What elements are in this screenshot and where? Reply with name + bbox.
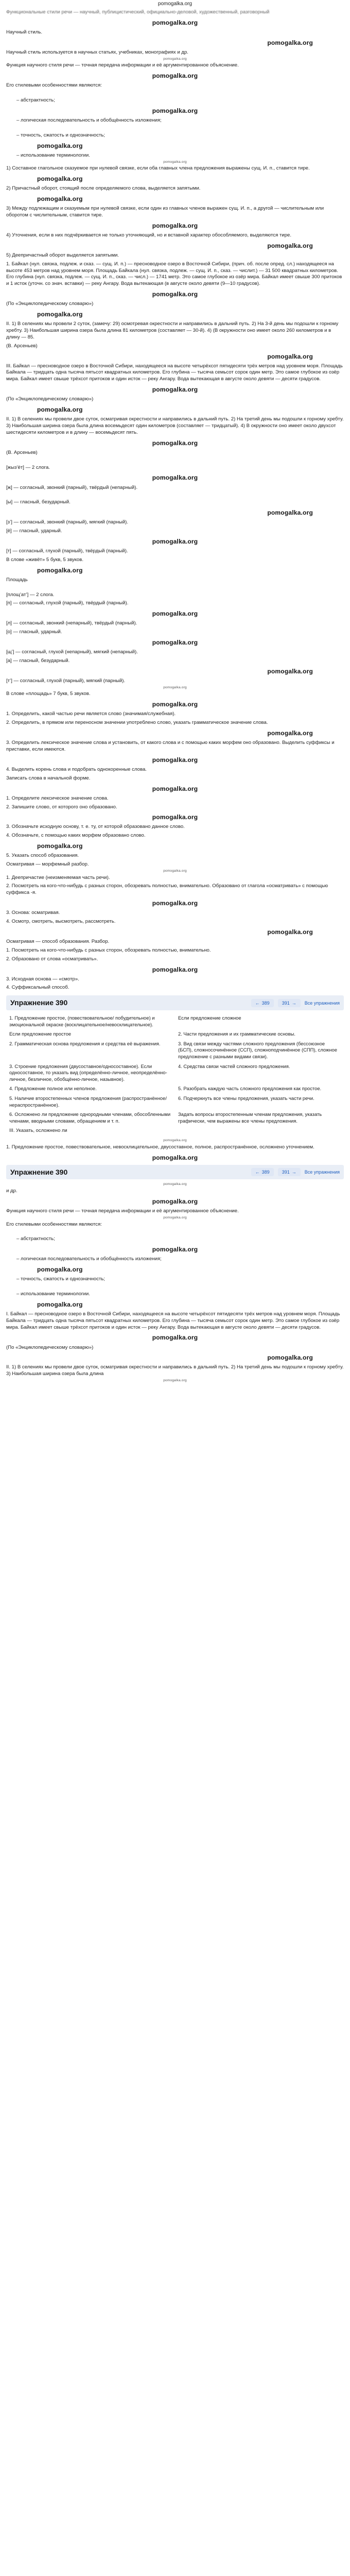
paragraph: I. Байкал — пресноводное озеро в Восточной Сибири, находящееся на высоте четырёхсот пятидесяти трёх метров над уровнем моря. Площадь Байкала — тридцать одна тысяча пятьсот квадратных километров. Его глубина — тысяча семьсот сорок один метр. Это самое глубокое из озёр мира. Байкал имеет свыше трёхсот притоков и один исток — реку Ангару. Вода вытекающая в августе около девяти — десяти градусов. bbox=[6, 1311, 340, 1330]
reference: (В. Арсеньев) bbox=[6, 449, 38, 455]
lex-line: 5. Указать способ образования. bbox=[6, 853, 79, 859]
style-name: Научный стиль. bbox=[6, 29, 42, 35]
paragraph: Научный стиль используется в научных статьях, учебниках, монографиях и др. bbox=[6, 49, 188, 55]
watermark-small: pomogalka.org bbox=[163, 685, 187, 689]
paragraph: II. 1) В селениях мы провели двое суток, осматривая окрестности и направились в дальний путь. 2) На третий день мы подошли к горному хребту. 3) Наибольшая ширина озера была длина bbox=[6, 1364, 344, 1377]
paragraph: 2) Причастный оборот, стоящий после определяемого слова, выделяется запятыми. bbox=[6, 185, 201, 192]
lex-line: 2. Посмотреть на кого-что-нибудь с разных сторон, обозревать полностью, внимательно. Образовано от глагола «осматривать» с помощью суффикса -я. bbox=[6, 883, 328, 896]
watermark: pomogalka.org bbox=[152, 639, 198, 647]
watermark: pomogalka.org bbox=[152, 19, 198, 26]
arrow-right-icon: → bbox=[291, 1000, 296, 1006]
table-cell: 5. Разобрать каждую часть сложного предложения как простое. bbox=[178, 1086, 322, 1092]
watermark: pomogalka.org bbox=[152, 72, 198, 80]
list-item: – точность, сжатость и однозначность; bbox=[16, 132, 106, 138]
table-row bbox=[6, 1094, 344, 1110]
exercise-nav bbox=[251, 999, 340, 1007]
lex-line: Осматривая — способ образования. Разбор. bbox=[6, 939, 110, 944]
summary-line: 1. Предложение простое, повествовательное, невосклицательное, двусоставное, полное, распространённое, осложнено уточнением. bbox=[6, 1144, 314, 1150]
table-cell bbox=[175, 1126, 344, 1136]
table-row bbox=[6, 1039, 344, 1062]
watermark: pomogalka.org bbox=[152, 1154, 198, 1161]
paragraph: 5) Деепричастный оборот выделяется запятыми. bbox=[6, 252, 119, 258]
prev-exercise-button[interactable] bbox=[251, 1168, 274, 1176]
exercise-header bbox=[6, 1165, 344, 1180]
phonetic-line: [ы] — гласный, безударный. bbox=[6, 499, 71, 505]
lex-line: Осматривая — морфемный разбор. bbox=[6, 861, 89, 868]
table-cell: Задать вопросы второстепенным членам предложения, указать графически, чем выражены все члены предложения. bbox=[178, 1111, 322, 1124]
watermark: pomogalka.org bbox=[267, 39, 313, 46]
watermark: pomogalka.org bbox=[267, 928, 313, 936]
watermark: pomogalka.org bbox=[152, 222, 198, 229]
lex-line: 4. Осмотр, смотреть, высмотреть, рассмотреть. bbox=[6, 919, 116, 925]
phonetic-title: Площадь bbox=[6, 577, 28, 583]
watermark-small: pomogalka.org bbox=[163, 57, 187, 61]
table-cell: Если предложение сложное bbox=[178, 1015, 241, 1021]
exercise-title: Упражнение 390 bbox=[10, 998, 68, 1007]
lex-line: 3. Обозначьте исходную основу, т. е. ту, от которой образовано данное слово. bbox=[6, 824, 185, 830]
watermark-small: pomogalka.org bbox=[163, 1379, 187, 1383]
lex-line: 1. Определить, какой частью речи является слово (значимая/служебная). bbox=[6, 711, 176, 717]
lex-line: 1. Посмотреть на кого-что-нибудь с разных сторон, обозревать полностью, внимательно. bbox=[6, 947, 211, 953]
phonetic-line: [ж] — согласный, звонкий (парный), твёрдый (непарный). bbox=[6, 484, 138, 490]
table-cell: III. Указать, осложнено ли bbox=[9, 1127, 67, 1133]
table-cell: 2. Грамматическая основа предложения и средства её выражения. bbox=[9, 1040, 161, 1046]
arrow-left-icon: ← bbox=[255, 1169, 260, 1175]
reference: (По «Энциклопедическому словарю») bbox=[6, 396, 94, 402]
all-exercises-link[interactable]: Все упражнения bbox=[304, 1169, 340, 1175]
watermark: pomogalka.org bbox=[267, 730, 313, 737]
watermark: pomogalka.org bbox=[37, 566, 83, 574]
watermark-small: pomogalka.org bbox=[163, 160, 187, 164]
lex-line: 2. Определить, в прямом или переносном значении употреблено слово, указать грамматическое значение слова. bbox=[6, 720, 268, 726]
phonetic-line: [жыз’ёт] — 2 слога. bbox=[6, 464, 50, 470]
phonetic-line: [з’] — согласный, звонкий (парный), мягкий (парный). bbox=[6, 519, 129, 526]
table-cell: 2. Части предложения и их грамматические основы. bbox=[178, 1031, 295, 1037]
watermark: pomogalka.org bbox=[267, 667, 313, 675]
watermark: pomogalka.org bbox=[37, 1300, 83, 1308]
watermark: pomogalka.org bbox=[37, 311, 83, 318]
watermark: pomogalka.org bbox=[152, 756, 198, 764]
lex-line: 4. Обозначьте, с помощью каких морфем образовано слово. bbox=[6, 833, 146, 839]
table-row bbox=[6, 1126, 344, 1136]
watermark: pomogalka.org bbox=[152, 1197, 198, 1205]
lex-line: 4. Выделить корень слова и подобрать однокоренные слова. bbox=[6, 766, 147, 772]
table-row bbox=[6, 1062, 344, 1084]
watermark: pomogalka.org bbox=[152, 1334, 198, 1342]
table-cell: 5. Наличие второстепенных членов предложения (распространённое/нераспространённое). bbox=[9, 1095, 167, 1108]
lex-line: 4. Суффиксальный способ. bbox=[6, 985, 69, 991]
watermark: pomogalka.org bbox=[267, 352, 313, 360]
table-row bbox=[6, 1084, 344, 1094]
lex-line: 3. Основа: осматривая. bbox=[6, 910, 60, 916]
phonetic-line: [щ’] — согласный, глухой (непарный), мягкий (непарный). bbox=[6, 649, 138, 655]
next-exercise-button[interactable] bbox=[278, 1168, 301, 1176]
watermark: pomogalka.org bbox=[152, 474, 198, 482]
watermark: pomogalka.org bbox=[152, 814, 198, 821]
lex-line: 1. Определите лексическое значение слова. bbox=[6, 795, 109, 801]
table-cell: Если предложение простое bbox=[9, 1031, 72, 1037]
reference: (В. Арсеньев) bbox=[6, 343, 38, 349]
arrow-left-icon: ← bbox=[255, 1000, 260, 1006]
blurred-top-line: Функциональные стили речи — научный, публицистический, официально-деловой, художественный, разговорный bbox=[6, 9, 270, 15]
table-cell: 4. Средства связи частей сложного предложения. bbox=[178, 1063, 290, 1069]
reference: (По «Энциклопедическому словарю») bbox=[6, 301, 94, 307]
site-domain[interactable]: pomogalka.org bbox=[157, 1, 192, 7]
phonetic-line: [о] — гласный, ударный. bbox=[6, 629, 62, 635]
paragraph: Функция научного стиля речи — точная передача информации и её аргументированное объяснение. bbox=[6, 62, 239, 69]
table-row bbox=[6, 1110, 344, 1126]
table-cell: 3. Строение предложения (двусоставное/односоставное). Если односоставное, то указать вид (определённо-личное, неопределённо-личное, безличное, обобщённо-личное, назывное). bbox=[9, 1063, 167, 1082]
exercise-nav bbox=[251, 1168, 340, 1176]
paragraph: Функция научного стиля речи — точная передача информации и её аргументированное объяснение. bbox=[6, 1208, 239, 1214]
watermark: pomogalka.org bbox=[152, 785, 198, 792]
list-item: – логическая последовательность и обобщённость изложения; bbox=[16, 117, 162, 124]
watermark-small: pomogalka.org bbox=[163, 869, 187, 873]
next-label: 391 bbox=[282, 1169, 290, 1175]
watermark: pomogalka.org bbox=[267, 242, 313, 249]
watermark: pomogalka.org bbox=[37, 1266, 83, 1274]
table-cell: 6. Подчеркнуть все члены предложения, указать части речи. bbox=[178, 1095, 314, 1101]
watermark-small: pomogalka.org bbox=[163, 1182, 187, 1187]
prev-label: 389 bbox=[261, 1169, 270, 1175]
phonetic-line: [п] — согласный, глухой (парный), твёрдый (парный). bbox=[6, 600, 129, 606]
lex-line: 3. Исходная основа — «смотр». bbox=[6, 976, 79, 982]
prev-exercise-button[interactable] bbox=[251, 999, 274, 1007]
list-item: – использование терминологии. bbox=[16, 152, 90, 158]
phonetic-line: В слове «площадь» 7 букв, 5 звуков. bbox=[6, 691, 91, 697]
watermark: pomogalka.org bbox=[37, 175, 83, 183]
arrow-right-icon: → bbox=[291, 1169, 296, 1175]
list-item: – абстрактность; bbox=[16, 97, 55, 104]
watermark: pomogalka.org bbox=[152, 610, 198, 618]
phonetic-line: [площ’ат’] — 2 слога. bbox=[6, 591, 55, 598]
exercise-title: Упражнение 390 bbox=[10, 1167, 68, 1176]
list-item: – использование терминологии. bbox=[16, 1291, 90, 1297]
watermark: pomogalka.org bbox=[152, 386, 198, 394]
paragraph: III. Байкал — пресноводное озеро в Восточной Сибири, находящееся на высоте четырёхсот пятидесяти трёх метров над уровнем моря. Площадь Байкала — тридцать одна тысяча пятьсот квадратных километров. Его глубина — тысяча семьсот сорок один метр. Это самое глубокое из озёр мира. Байкал имеет свыше трёхсот притоков и один исток — реку Ангару. Вода вытекающая в августе около девяти — десяти градусов. bbox=[6, 363, 343, 382]
table-cell: 6. Осложнено ли предложение однородными членами, обособленными членами, вводными словами, обращением и т. п. bbox=[9, 1111, 171, 1124]
paragraph: II. 1) В селениях мы провели 2 суток, (замечу: 29) осмотревая окрестности и направились в дальний путь. 2) На 3-й день мы подошли к горному хребту. 3) Наибольшая ширина озера была длина 81 километров (составляет — 30-й). 4) (В окружности оно имеет около 260 километров и в длину — 85. bbox=[6, 321, 339, 340]
intro: Его стилевыми особенностями являются: bbox=[6, 1221, 102, 1227]
watermark-small: pomogalka.org bbox=[163, 1138, 187, 1142]
watermark: pomogalka.org bbox=[152, 291, 198, 298]
list-item: – логическая последовательность и обобщённость изложения; bbox=[16, 1256, 162, 1262]
watermark: pomogalka.org bbox=[152, 439, 198, 447]
phonetic-line: В слове «живёт» 5 букв, 5 звуков. bbox=[6, 556, 84, 563]
watermark: pomogalka.org bbox=[152, 107, 198, 114]
watermark: pomogalka.org bbox=[37, 142, 83, 149]
watermark: pomogalka.org bbox=[37, 842, 83, 850]
exercise-header bbox=[6, 995, 344, 1010]
paragraph: и др. bbox=[6, 1188, 18, 1194]
next-label: 391 bbox=[282, 1000, 290, 1006]
lex-line: 3. Определить лексическое значение слова и установить, от какого слова и с помощью каких морфем оно образовано. Выделить суффиксы и приставки, если имеются. bbox=[6, 740, 335, 753]
table-cell: 3. Вид связи между частями сложного предложения (бессоюзное (БСП), сложносочинённое (ССП), сложноподчинённое (СПП), сложное предложение с разными видами связи). bbox=[178, 1040, 337, 1060]
watermark: pomogalka.org bbox=[152, 900, 198, 907]
paragraph: 4) Уточнения, если в них подчёркивается не только уточняющий, но и вставной характер обособляемого, выделяются тире. bbox=[6, 232, 292, 238]
paragraph: 3) Между подлежащим и сказуемым при нулевой связке, если один из главных членов выражен сущ. И. п., а другой — числительным или оборотом с числительным, ставится тире. bbox=[6, 206, 324, 218]
list-item: – абстрактность; bbox=[16, 1236, 55, 1242]
watermark: pomogalka.org bbox=[267, 1354, 313, 1362]
table-cell: 1. Предложение простое, (повествовательное/ побудительное) и эмоциональной окраске (восклицательное/невосклицательное). bbox=[9, 1015, 155, 1027]
lex-line: Записать слова в начальной форме. bbox=[6, 775, 91, 781]
watermark-small: pomogalka.org bbox=[163, 1215, 187, 1219]
table-row bbox=[6, 1013, 344, 1029]
paragraph: II. 1) В селениях мы провели двое суток, осматривая окрестности и направились в дальний путь. 2) На третий день мы подошли к горному хребту. 3) Наибольшая ширина озера была длина восемьдесят один километров (составляет — тридцатый). 4) В окружности оно имеет около двухсот шестидесяти километров и в длину — восемьдесят пять. bbox=[6, 416, 344, 435]
intro: Его стилевыми особенностями являются: bbox=[6, 82, 102, 89]
watermark: pomogalka.org bbox=[152, 537, 198, 545]
table-cell: 4. Предложение полное или неполное. bbox=[9, 1086, 97, 1092]
phonetic-line: [л] — согласный, звонкий (непарный), твёрдый (парный). bbox=[6, 620, 137, 626]
lex-line: 1. Деепричастие (неизменяемая часть речи). bbox=[6, 874, 110, 880]
paragraph: 1) Составное глагольное сказуемое при нулевой связке, если оба главных члена предложения выражены сущ. И. п., ставится тире. bbox=[6, 165, 310, 172]
phonetic-line: [а] — гласный, безударный. bbox=[6, 658, 70, 664]
watermark: pomogalka.org bbox=[267, 509, 313, 517]
watermark: pomogalka.org bbox=[37, 195, 83, 203]
phonetic-line: [ё] — гласный, ударный. bbox=[6, 528, 62, 534]
analysis-table bbox=[6, 1013, 344, 1136]
phonetic-line: [т] — согласный, глухой (парный), твёрдый (парный). bbox=[6, 548, 128, 554]
prev-label: 389 bbox=[261, 1000, 270, 1006]
table-row bbox=[6, 1029, 344, 1039]
lex-line: 2. Образовано от слова «осматривать». bbox=[6, 956, 98, 962]
watermark: pomogalka.org bbox=[37, 406, 83, 414]
watermark: pomogalka.org bbox=[152, 1246, 198, 1253]
paragraph: 1. Байкал (нул. связка, подлеж. и сказ. — сущ. И. п.) — пресноводное озеро в Восточной Сибири, (прич. об. после опред. сл.) находящееся на высоте 453 метров над уровнем моря. Площадь Байкала (нул. связка, подлеж. — сущ. И. п., сказ. — числит.) — 31 500 квадратных километров. Его глубина (нул. связка, подлеж. — сущ. И. п., сказ. — числ.) — 1741 метр. Это самое глубокое из озёр мира. Байкал имеет свыше 300 притоков и 1 исток (уточн. со знач. вставки) — реку Ангару. Вода вытекающая (в августе около девяти (9—10 градусов). bbox=[6, 261, 342, 287]
watermark: pomogalka.org bbox=[152, 701, 198, 708]
list-item: – точность, сжатость и однозначность; bbox=[16, 1276, 106, 1282]
reference: (По «Энциклопедическому словарю») bbox=[6, 1344, 94, 1350]
lex-line: 2. Запишите слово, от которого оно образовано. bbox=[6, 804, 117, 810]
phonetic-line: [т’] — согласный, глухой (парный), мягкий (парный). bbox=[6, 677, 126, 684]
watermark: pomogalka.org bbox=[152, 965, 198, 973]
all-exercises-link[interactable]: Все упражнения bbox=[304, 1000, 340, 1006]
next-exercise-button[interactable] bbox=[278, 999, 301, 1007]
